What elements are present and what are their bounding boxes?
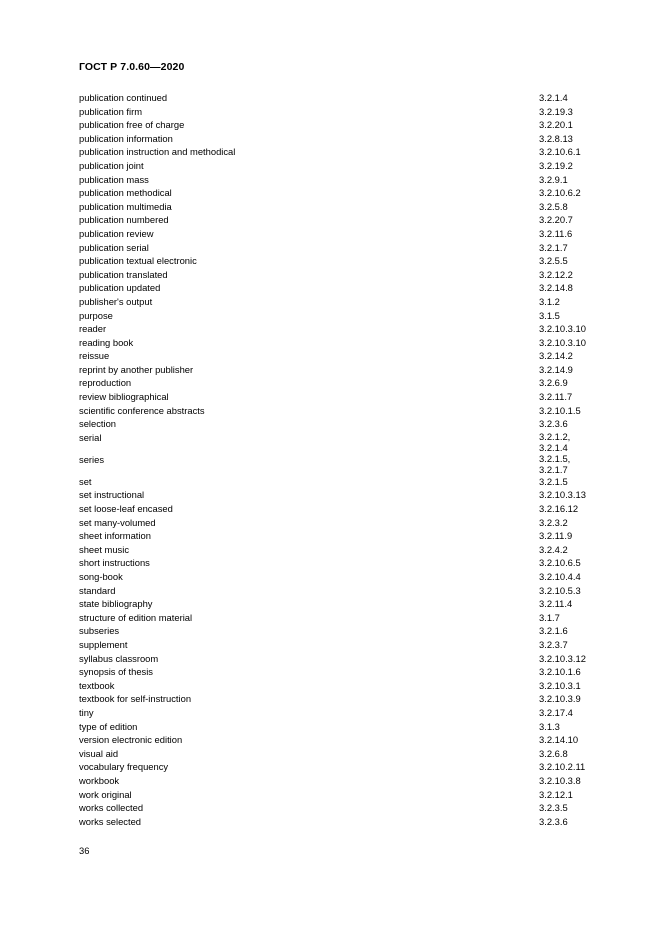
index-term: set many-volumed	[79, 516, 156, 528]
index-term: publication multimedia	[79, 200, 172, 212]
index-references	[539, 404, 619, 418]
index-references	[539, 788, 619, 802]
index-term: synopsis of thesis	[79, 666, 153, 678]
index-term: series	[79, 453, 105, 465]
index-term: publication textual electronic	[79, 255, 197, 267]
index-entry	[79, 186, 619, 200]
index-term: selection	[79, 418, 117, 430]
document-header: ГОСТ Р 7.0.60—2020	[79, 61, 185, 73]
index-entry	[79, 132, 619, 146]
index-references	[539, 254, 619, 268]
section-reference: 3.2.6.9	[539, 377, 568, 389]
index-term: review bibliographical	[79, 391, 169, 403]
section-reference: 3.2.14.10	[539, 734, 579, 746]
index-term: set	[79, 475, 92, 487]
index-term: reprint by another publisher	[79, 363, 194, 375]
index-references	[539, 652, 619, 666]
index-references	[539, 227, 619, 241]
page-number: 36	[79, 845, 90, 856]
index-references	[539, 309, 619, 323]
index-references	[539, 453, 619, 475]
index-references	[539, 186, 619, 200]
index-term: set loose-leaf encased	[79, 503, 173, 515]
index-entry	[79, 241, 619, 255]
index-term: scientific conference abstracts	[79, 404, 205, 416]
index-entry	[79, 788, 619, 802]
index-references	[539, 665, 619, 679]
index-references	[539, 431, 619, 453]
section-reference: 3.2.14.9	[539, 363, 573, 375]
section-reference: 3.2.12.1	[539, 788, 573, 800]
index-entry	[79, 431, 619, 453]
index-entry	[79, 363, 619, 377]
section-reference: 3.2.3.7	[539, 638, 568, 650]
index-references	[539, 692, 619, 706]
index-entry	[79, 706, 619, 720]
index-term: reader	[79, 323, 107, 335]
index-term: type of edition	[79, 720, 138, 732]
index-references	[539, 611, 619, 625]
index-references	[539, 336, 619, 350]
index-references	[539, 213, 619, 227]
index-term: workbook	[79, 774, 120, 786]
index-entry	[79, 529, 619, 543]
index-term: publication instruction and methodical	[79, 146, 236, 158]
index-entry	[79, 760, 619, 774]
index-term: publication joint	[79, 159, 144, 171]
index-entry	[79, 747, 619, 761]
index-entry	[79, 404, 619, 418]
index-references	[539, 502, 619, 516]
index-entry	[79, 336, 619, 350]
index-references	[539, 417, 619, 431]
index-term: tiny	[79, 706, 94, 718]
index-entry	[79, 281, 619, 295]
index-entry	[79, 91, 619, 105]
section-reference: 3.2.11.9	[539, 530, 573, 542]
index-entry	[79, 268, 619, 282]
index-entry	[79, 720, 619, 734]
index-references	[539, 815, 619, 829]
index-entry	[79, 774, 619, 788]
index-references	[539, 747, 619, 761]
index-entry	[79, 417, 619, 431]
section-reference: 3.2.10.5.3	[539, 584, 581, 596]
index-term: publication updated	[79, 282, 161, 294]
section-reference: 3.2.5.8	[539, 200, 568, 212]
index-references	[539, 570, 619, 584]
index-term: publication numbered	[79, 214, 169, 226]
index-entry	[79, 652, 619, 666]
index-entry	[79, 665, 619, 679]
section-reference: 3.2.3.5	[539, 802, 568, 814]
section-reference: 3.2.19.3	[539, 105, 573, 117]
index-entry	[79, 453, 619, 475]
section-reference: 3.2.1.2,	[539, 430, 571, 442]
section-reference: 3.1.5	[539, 309, 560, 321]
index-entry	[79, 624, 619, 638]
index-term: version electronic edition	[79, 734, 183, 746]
section-reference: 3.2.10.1.5	[539, 404, 581, 416]
section-reference: 3.2.3.6	[539, 418, 568, 430]
index-entry	[79, 584, 619, 598]
index-term: publication methodical	[79, 187, 172, 199]
index-term: state bibliography	[79, 598, 153, 610]
section-reference: 3.2.10.3.12	[539, 652, 586, 664]
index-term: short instructions	[79, 557, 150, 569]
index-term: publisher's output	[79, 295, 153, 307]
index-term: works selected	[79, 815, 142, 827]
section-reference: 3.2.17.4	[539, 706, 573, 718]
index-entry	[79, 159, 619, 173]
section-reference: 3.2.10.1.6	[539, 666, 581, 678]
index-references	[539, 159, 619, 173]
index-term: structure of edition material	[79, 611, 193, 623]
index-entry	[79, 638, 619, 652]
section-reference: 3.2.1.6	[539, 625, 568, 637]
section-reference: 3.2.10.6.5	[539, 557, 581, 569]
index-entry	[79, 570, 619, 584]
index-references	[539, 706, 619, 720]
index-term: publication mass	[79, 173, 149, 185]
section-reference: 3.2.8.13	[539, 132, 573, 144]
index-entry	[79, 815, 619, 829]
section-reference: 3.2.1.5,	[539, 452, 571, 464]
index-term: publication serial	[79, 241, 149, 253]
index-entry-list	[79, 91, 619, 828]
index-references	[539, 118, 619, 132]
index-references	[539, 376, 619, 390]
index-entry	[79, 105, 619, 119]
index-term: set instructional	[79, 489, 145, 501]
index-entry	[79, 597, 619, 611]
index-term: song-book	[79, 571, 123, 582]
index-term: work original	[79, 788, 132, 800]
section-reference: 3.2.3.2	[539, 516, 568, 528]
index-term: reissue	[79, 350, 110, 362]
index-references	[539, 349, 619, 363]
section-reference: 3.2.6.8	[539, 747, 568, 759]
section-reference: 3.2.10.3.8	[539, 774, 581, 786]
index-references	[539, 516, 619, 530]
section-reference: 3.2.1.4	[539, 92, 568, 103]
section-reference: 3.1.7	[539, 611, 560, 623]
index-term: sheet music	[79, 543, 130, 555]
index-term: vocabulary frequency	[79, 761, 169, 773]
index-references	[539, 200, 619, 214]
index-term: publication translated	[79, 268, 168, 280]
section-reference: 3.2.1.7	[539, 241, 568, 253]
index-references	[539, 91, 619, 105]
index-term: works collected	[79, 802, 144, 814]
section-reference: 3.2.19.2	[539, 159, 573, 171]
index-references	[539, 132, 619, 146]
section-reference: 3.2.20.1	[539, 119, 573, 131]
index-term: visual aid	[79, 747, 119, 759]
index-entry	[79, 227, 619, 241]
index-references	[539, 281, 619, 295]
section-reference: 3.2.16.12	[539, 503, 579, 515]
index-entry	[79, 349, 619, 363]
index-term: syllabus classroom	[79, 652, 159, 664]
section-reference: 3.2.3.6	[539, 815, 568, 827]
index-term: supplement	[79, 638, 128, 650]
section-reference: 3.1.2	[539, 295, 560, 307]
index-entry	[79, 611, 619, 625]
index-entry	[79, 118, 619, 132]
section-reference: 3.2.10.3.10	[539, 336, 586, 348]
index-references	[539, 760, 619, 774]
index-references	[539, 145, 619, 159]
index-entry	[79, 309, 619, 323]
index-term: standard	[79, 584, 116, 596]
section-reference: 3.2.5.5	[539, 255, 568, 267]
index-references	[539, 173, 619, 187]
index-references	[539, 390, 619, 404]
index-entry	[79, 200, 619, 214]
index-entry	[79, 679, 619, 693]
section-reference: 3.2.10.6.2	[539, 187, 581, 199]
index-entry	[79, 516, 619, 530]
index-term: purpose	[79, 309, 113, 321]
index-entry	[79, 173, 619, 187]
index-references	[539, 363, 619, 377]
index-entry	[79, 502, 619, 516]
index-term: reading book	[79, 336, 134, 348]
index-term: publication firm	[79, 105, 143, 117]
section-reference: 3.2.10.3.10	[539, 323, 586, 335]
index-references	[539, 638, 619, 652]
index-term: publication information	[79, 132, 173, 144]
index-entry	[79, 295, 619, 309]
index-entry	[79, 733, 619, 747]
index-entry	[79, 254, 619, 268]
section-reference: 3.2.1.4	[539, 441, 568, 453]
section-reference: 3.2.4.2	[539, 543, 568, 555]
section-reference: 3.2.10.3.1	[539, 679, 581, 691]
section-reference: 3.2.20.7	[539, 214, 573, 226]
section-reference: 3.1.3	[539, 720, 560, 732]
section-reference: 3.2.11.4	[539, 598, 573, 610]
index-entry	[79, 556, 619, 570]
section-reference: 3.2.9.1	[539, 173, 568, 185]
index-references	[539, 322, 619, 336]
index-term: subseries	[79, 625, 120, 637]
section-reference: 3.2.14.2	[539, 350, 573, 362]
section-reference: 3.2.10.3.9	[539, 693, 581, 705]
section-reference: 3.2.12.2	[539, 268, 573, 280]
index-references	[539, 556, 619, 570]
index-references	[539, 543, 619, 557]
index-term: publication continued	[79, 92, 168, 103]
index-references	[539, 475, 619, 489]
index-references	[539, 679, 619, 693]
index-entry	[79, 692, 619, 706]
section-reference: 3.2.10.4.4	[539, 571, 581, 582]
index-entry	[79, 475, 619, 489]
section-reference: 3.2.10.3.13	[539, 489, 586, 501]
index-entry	[79, 543, 619, 557]
index-term: textbook	[79, 679, 115, 691]
index-term: reproduction	[79, 377, 132, 389]
index-references	[539, 241, 619, 255]
index-references	[539, 105, 619, 119]
index-references	[539, 584, 619, 598]
index-entry	[79, 213, 619, 227]
section-reference: 3.2.11.6	[539, 227, 573, 239]
index-references	[539, 733, 619, 747]
index-references	[539, 268, 619, 282]
section-reference: 3.2.1.7	[539, 463, 568, 475]
section-reference: 3.2.11.7	[539, 391, 573, 403]
index-references	[539, 295, 619, 309]
index-entry	[79, 376, 619, 390]
index-references	[539, 801, 619, 815]
index-references	[539, 720, 619, 734]
index-entry	[79, 488, 619, 502]
index-term: sheet information	[79, 530, 151, 542]
index-entry	[79, 801, 619, 815]
section-reference: 3.2.1.5	[539, 475, 568, 487]
index-references	[539, 488, 619, 502]
index-entry	[79, 145, 619, 159]
index-references	[539, 774, 619, 788]
index-entry	[79, 390, 619, 404]
index-references	[539, 529, 619, 543]
section-reference: 3.2.10.6.1	[539, 146, 581, 158]
index-term: publication free of charge	[79, 119, 185, 131]
section-reference: 3.2.10.2.11	[539, 761, 586, 773]
index-references	[539, 597, 619, 611]
index-term: serial	[79, 431, 102, 443]
section-reference: 3.2.14.8	[539, 282, 573, 294]
index-term: publication review	[79, 227, 154, 239]
index-term: textbook for self-instruction	[79, 693, 192, 705]
index-references	[539, 624, 619, 638]
index-entry	[79, 322, 619, 336]
